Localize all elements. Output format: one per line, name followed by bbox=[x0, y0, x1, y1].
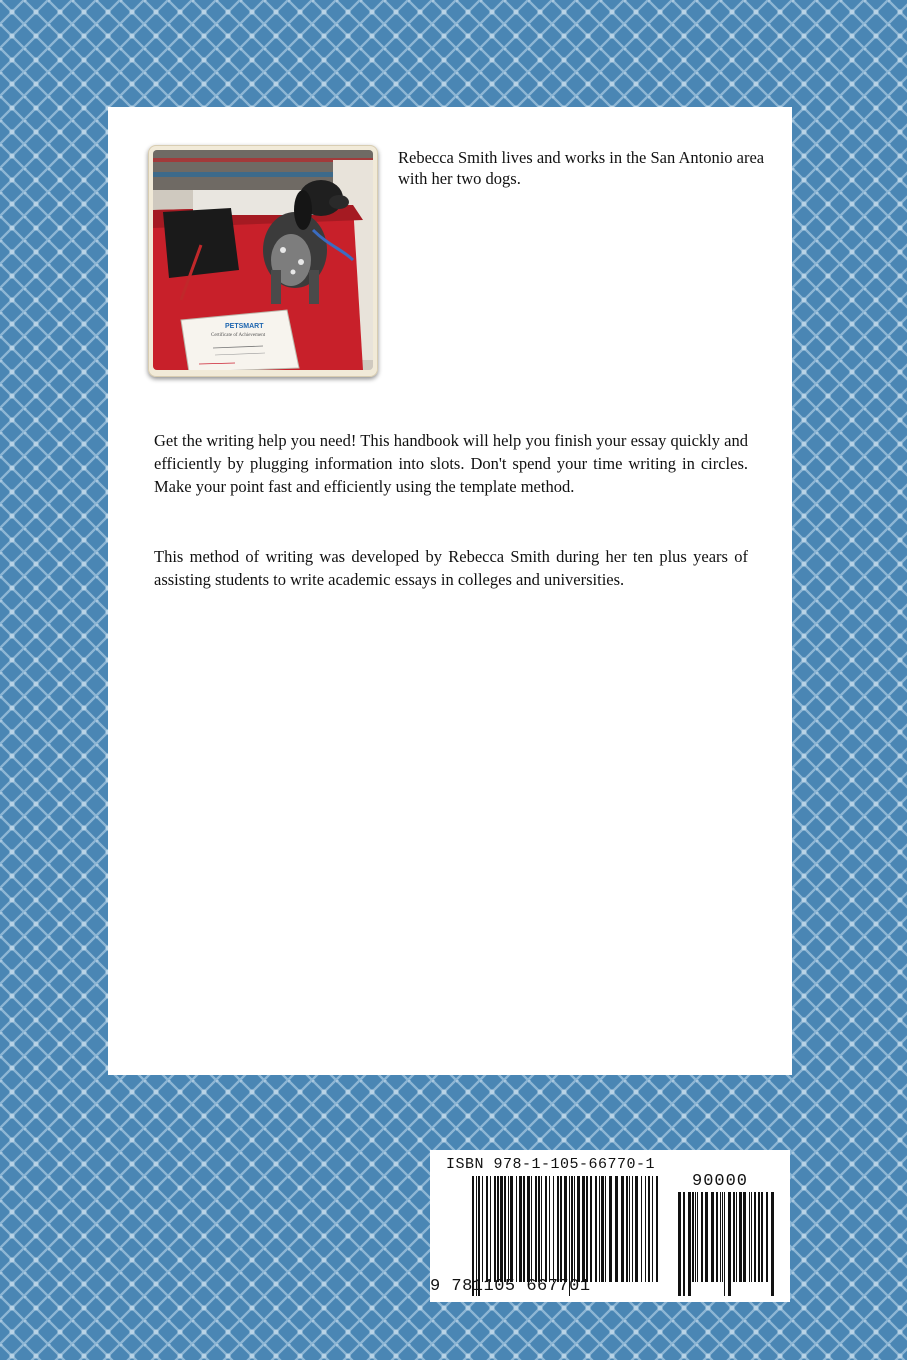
barcode-bar bbox=[736, 1192, 737, 1282]
barcode-bar bbox=[531, 1176, 532, 1282]
price-code: 90000 bbox=[692, 1172, 749, 1191]
barcode-bar bbox=[697, 1192, 698, 1282]
barcode-bar bbox=[527, 1176, 530, 1282]
barcode-bar bbox=[771, 1192, 774, 1296]
barcode-bar bbox=[497, 1176, 499, 1282]
barcode-bar bbox=[635, 1176, 638, 1282]
barcode-bar bbox=[749, 1192, 750, 1282]
barcode-bar bbox=[516, 1176, 517, 1282]
barcode-bar bbox=[766, 1192, 768, 1282]
barcode-bar bbox=[692, 1192, 694, 1282]
barcode-bar bbox=[626, 1176, 628, 1282]
barcode-bar bbox=[621, 1176, 624, 1282]
barcode-bar bbox=[761, 1192, 763, 1282]
barcode-bar bbox=[601, 1176, 604, 1282]
barcode-bar bbox=[695, 1192, 696, 1282]
barcode-bar bbox=[724, 1192, 725, 1296]
barcode-bar bbox=[758, 1192, 760, 1282]
barcode-bar bbox=[574, 1176, 575, 1282]
barcode-bar bbox=[557, 1176, 559, 1282]
barcode-bar bbox=[595, 1176, 597, 1282]
barcode-bar bbox=[523, 1176, 525, 1282]
price-barcode-bars bbox=[678, 1192, 774, 1296]
barcode-bar bbox=[705, 1192, 708, 1282]
barcode-bar bbox=[716, 1192, 718, 1282]
barcode-bar bbox=[751, 1192, 752, 1282]
barcode-bar bbox=[688, 1192, 691, 1296]
svg-text:Certificate of Achievement: Certificate of Achievement bbox=[211, 333, 266, 338]
book-description-paragraph-1: Get the writing help you need! This handbook will help you finish your essay quickly and efficiently by plugging information into slots. Don't spend your time writing in circles. Make your point fast and efficiently using the template method. bbox=[154, 431, 748, 496]
barcode-bar bbox=[739, 1192, 742, 1282]
barcode-bar bbox=[494, 1176, 496, 1282]
barcode-bar bbox=[605, 1176, 606, 1282]
barcode-bar bbox=[586, 1176, 588, 1282]
barcode-bar bbox=[541, 1176, 542, 1282]
barcode-bar bbox=[571, 1176, 573, 1282]
barcode-bar bbox=[629, 1176, 630, 1282]
barcode-bar bbox=[722, 1192, 723, 1282]
barcode-bar bbox=[754, 1192, 756, 1282]
barcode-bar bbox=[678, 1192, 681, 1296]
barcode-bar bbox=[701, 1192, 703, 1282]
barcode-bar bbox=[609, 1176, 612, 1282]
barcode-bar bbox=[590, 1176, 592, 1282]
barcode-bar bbox=[553, 1176, 554, 1282]
barcode-bar bbox=[535, 1176, 537, 1282]
barcode-bar bbox=[656, 1176, 658, 1282]
barcode-bar bbox=[599, 1176, 600, 1282]
barcode-bar bbox=[504, 1176, 506, 1282]
barcode-bar bbox=[615, 1176, 618, 1282]
barcode-bar bbox=[683, 1192, 685, 1296]
barcode-bar bbox=[728, 1192, 731, 1296]
barcode-bar bbox=[720, 1192, 721, 1282]
dog-graduation-image bbox=[153, 150, 373, 370]
barcode-bar bbox=[641, 1176, 642, 1282]
barcode-bar bbox=[733, 1192, 735, 1282]
barcode-bar bbox=[648, 1176, 650, 1282]
barcode-bar bbox=[577, 1176, 580, 1282]
barcode-bar bbox=[486, 1176, 488, 1282]
barcode-bar bbox=[500, 1176, 503, 1282]
barcode-bar bbox=[652, 1176, 653, 1282]
barcode-bar bbox=[560, 1176, 562, 1282]
barcode-bar bbox=[549, 1176, 550, 1282]
barcode-bar bbox=[538, 1176, 540, 1282]
author-photo-frame bbox=[148, 145, 378, 377]
barcode-bar bbox=[519, 1176, 522, 1282]
author-bio: Rebecca Smith lives and works in the San Antonio area with her two dogs. bbox=[398, 148, 765, 188]
book-description-paragraph-2: This method of writing was developed by Rebecca Smith during her ten plus years of assisting students to write academic essays in colleges and universities. bbox=[154, 547, 748, 589]
barcode-digits: 9 781105 667701 bbox=[430, 1277, 591, 1296]
isbn-barcode bbox=[430, 1150, 790, 1302]
author-photo bbox=[153, 150, 373, 370]
barcode-bar bbox=[482, 1176, 483, 1282]
barcode-bar bbox=[582, 1176, 585, 1282]
back-cover-panel bbox=[108, 107, 792, 1075]
barcode-bar bbox=[564, 1176, 567, 1282]
barcode-bar bbox=[490, 1176, 491, 1282]
barcode-bar bbox=[545, 1176, 547, 1282]
isbn-label: ISBN 978-1-105-66770-1 bbox=[446, 1156, 656, 1173]
barcode-bar bbox=[508, 1176, 509, 1282]
barcode-bar bbox=[743, 1192, 746, 1282]
barcode-bar bbox=[645, 1176, 646, 1282]
barcode-bar bbox=[632, 1176, 633, 1282]
barcode-bar bbox=[510, 1176, 513, 1282]
barcode-bar bbox=[711, 1192, 714, 1282]
svg-text:PETSMART: PETSMART bbox=[225, 323, 264, 330]
